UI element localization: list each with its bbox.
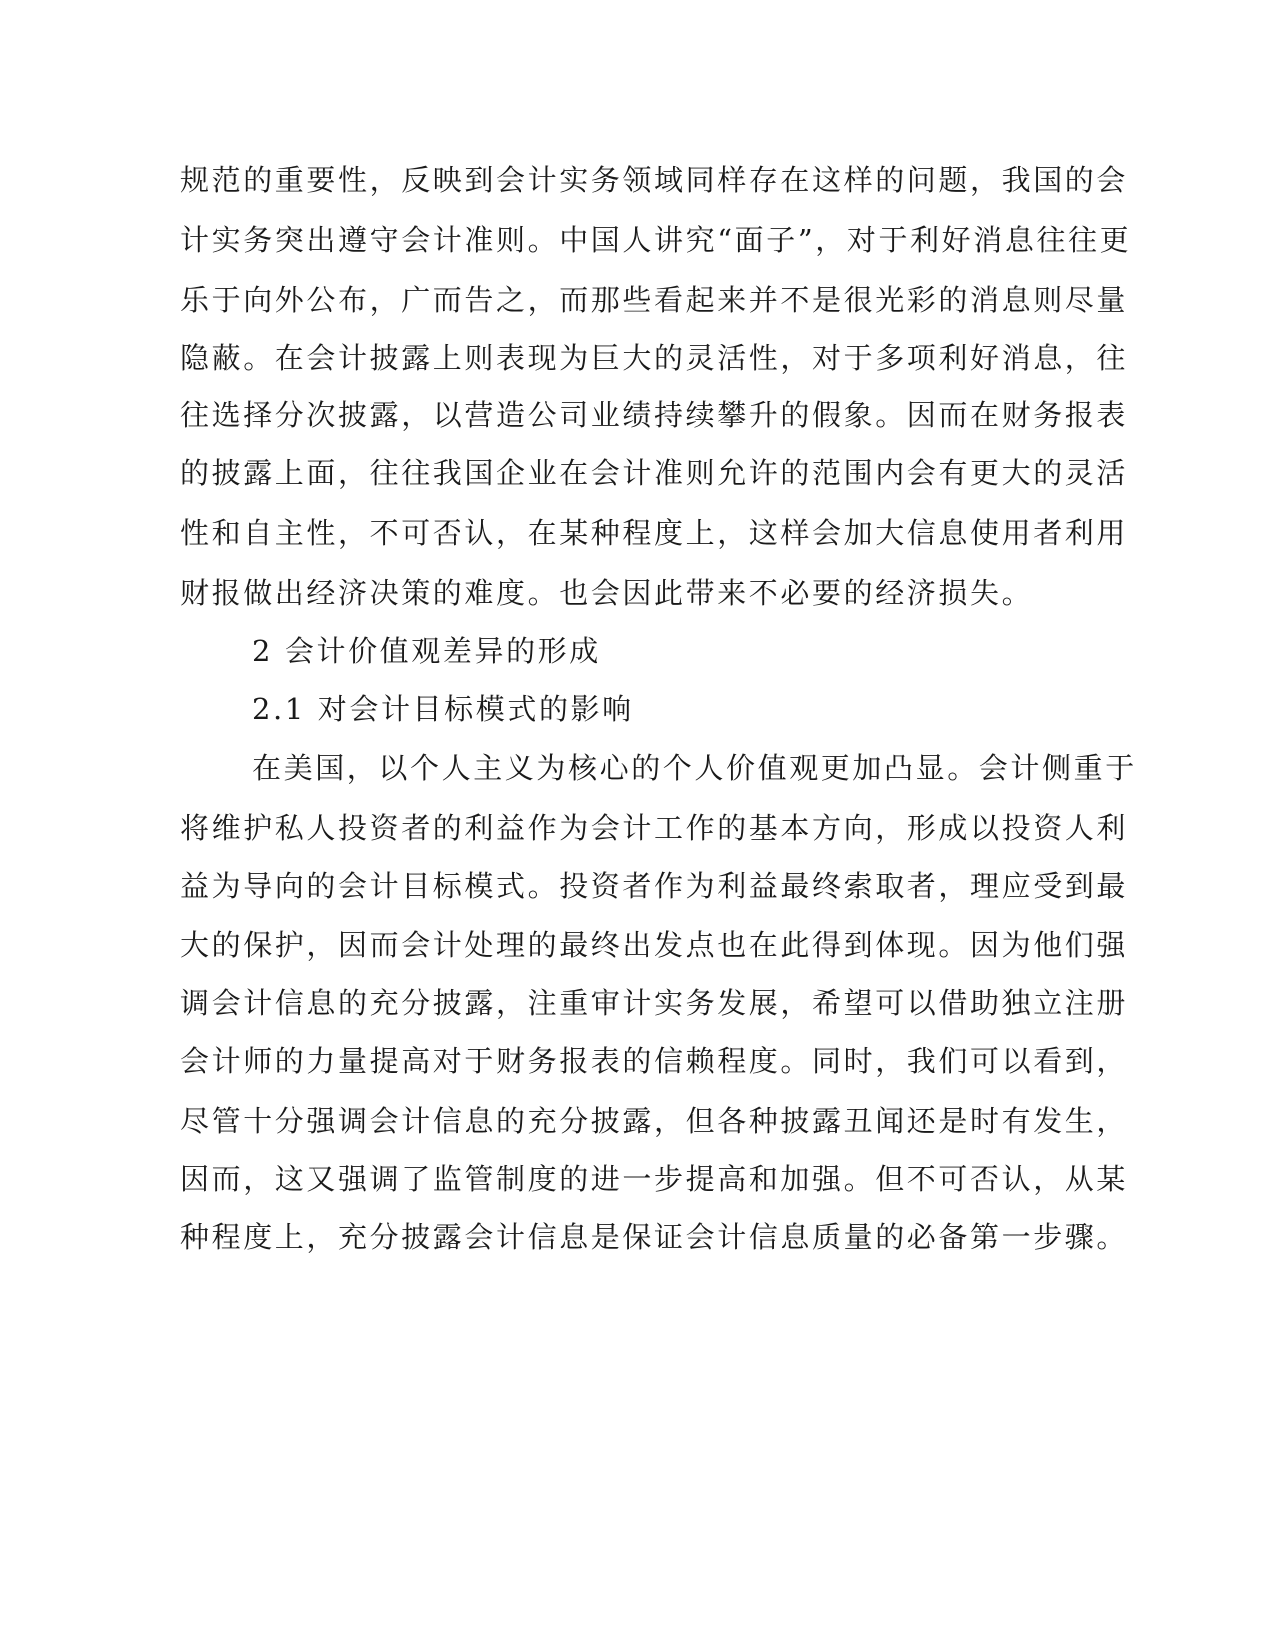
paragraph-2-line-2: 将维护私人投资者的利益作为会计工作的基本方向，形成以投资人利 [180,811,1129,845]
paragraph-1-line-4: 隐蔽。在会计披露上则表现为巨大的灵活性，对于多项利好消息，往 [180,341,1129,375]
paragraph-1-line-1: 规范的重要性，反映到会计实务领域同样存在这样的问题，我国的会 [180,163,1129,197]
paragraph-1-line-7: 性和自主性，不可否认，在某种程度上，这样会加大信息使用者利用 [180,516,1129,550]
paragraph-2-line-1: 在美国，以个人主义为核心的个人价值观更加凸显。会计侧重于 [252,751,1137,785]
paragraph-1-line-3: 乐于向外公布，广而告之，而那些看起来并不是很光彩的消息则尽量 [180,283,1129,317]
paragraph-1-line-6: 的披露上面，往往我国企业在会计准则允许的范围内会有更大的灵活 [180,456,1129,490]
paragraph-2-line-4: 大的保护，因而会计处理的最终出发点也在此得到体现。因为他们强 [180,928,1129,962]
paragraph-1-line-2: 计实务突出遵守会计准则。中国人讲究“面子”，对于利好消息往往更 [180,223,1132,257]
paragraph-2-line-5: 调会计信息的充分披露，注重审计实务发展，希望可以借助独立注册 [180,986,1129,1020]
paragraph-1-line-8: 财报做出经济决策的难度。也会因此带来不必要的经济损失。 [180,576,1034,610]
section-heading-2: 2 会计价值观差异的形成 [252,634,601,668]
paragraph-2-line-8: 因而，这又强调了监管制度的进一步提高和加强。但不可否认，从某 [180,1162,1129,1196]
paragraph-2-line-6: 会计师的力量提高对于财务报表的信赖程度。同时，我们可以看到， [180,1044,1129,1078]
paragraph-1-line-5: 往选择分次披露，以营造公司业绩持续攀升的假象。因而在财务报表 [180,398,1129,432]
section-heading-2-1: 2.1 对会计目标模式的影响 [252,692,634,726]
paragraph-2-line-7: 尽管十分强调会计信息的充分披露，但各种披露丑闻还是时有发生， [180,1104,1129,1138]
paragraph-2-line-9: 种程度上，充分披露会计信息是保证会计信息质量的必备第一步骤。 [180,1220,1129,1254]
paragraph-2-line-3: 益为导向的会计目标模式。投资者作为利益最终索取者，理应受到最 [180,869,1129,903]
